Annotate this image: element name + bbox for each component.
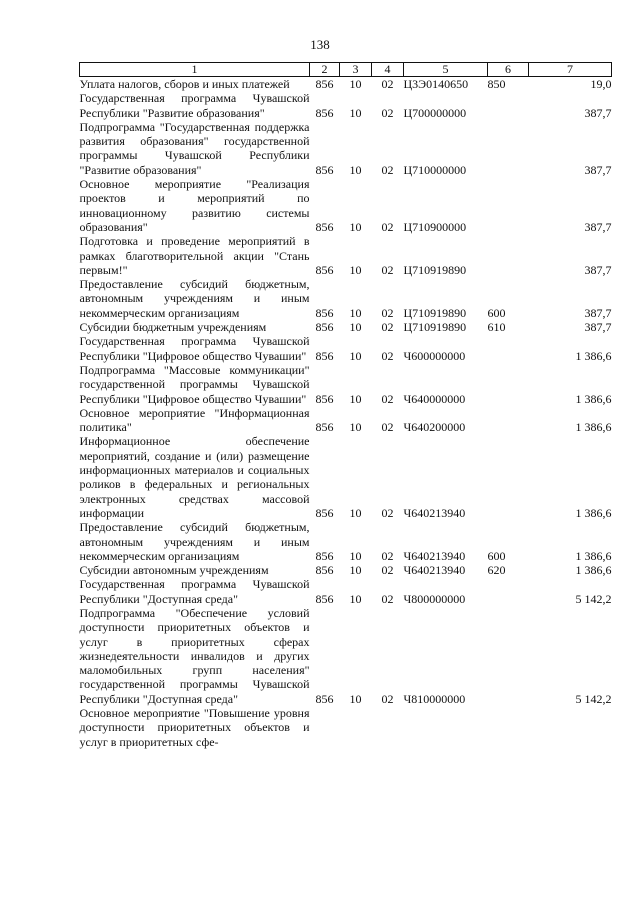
row-name: Подготовка и проведение мероприятий в рамках благотворительной акции "Стань первым!"	[79, 234, 310, 277]
header-col-7: 7	[529, 63, 612, 77]
row-name: Подпрограмма "Государственная поддержка развития образования" государственной программы Чувашской Республики "Развитие образования"	[79, 119, 310, 177]
header-col-1: 1	[80, 63, 310, 77]
header-col-6: 6	[488, 63, 529, 77]
header-col-5: 5	[404, 63, 488, 77]
row-expense-type-code	[488, 334, 529, 363]
table-row	[80, 234, 612, 277]
row-name: Уплата налогов, сборов и иных платежей	[79, 77, 290, 91]
table-row	[80, 606, 612, 706]
row-subsection-code: 02	[381, 591, 394, 606]
row-expense-type-code: 600	[487, 548, 506, 563]
budget-table	[79, 62, 612, 749]
row-expense-type-code	[488, 234, 529, 277]
row-target-article-code: Ч800000000	[403, 591, 466, 606]
row-section-code: 10	[349, 348, 362, 363]
row-ministry-code: 856	[315, 563, 334, 578]
row-ministry-code: 856	[315, 320, 334, 335]
table-row	[80, 406, 612, 435]
row-target-article-code	[404, 706, 488, 749]
row-subsection-code: 02	[381, 105, 394, 120]
row-amount: 1 386,6	[575, 391, 612, 406]
row-section-code: 10	[349, 548, 362, 563]
row-target-article-code: Ч600000000	[403, 348, 466, 363]
row-amount: 387,7	[584, 219, 612, 234]
row-subsection-code: 02	[381, 563, 394, 578]
row-section-code	[340, 706, 372, 749]
row-section-code: 10	[349, 391, 362, 406]
row-target-article-code: Ч640000000	[403, 391, 466, 406]
row-section-code: 10	[349, 563, 362, 578]
row-expense-type-code	[488, 606, 529, 706]
row-subsection-code	[372, 706, 404, 749]
row-target-article-code: Ч640213940	[403, 563, 466, 578]
row-target-article-code: Ч640200000	[403, 420, 466, 435]
row-section-code: 10	[349, 420, 362, 435]
row-subsection-code: 02	[381, 348, 394, 363]
row-amount: 19,0	[590, 77, 612, 91]
row-expense-type-code: 600	[487, 305, 506, 320]
row-amount: 1 386,6	[575, 505, 612, 520]
header-col-2: 2	[310, 63, 340, 77]
table-row	[80, 120, 612, 177]
table-row	[80, 320, 612, 334]
row-target-article-code: Ц710900000	[403, 219, 467, 234]
row-name: Предоставление субсидий бюджетным, автономным учреждениям и иным некоммерческим организациям	[79, 520, 310, 563]
row-name: Государственная программа Чувашской Республики "Доступная среда"	[79, 577, 310, 606]
row-section-code: 10	[349, 305, 362, 320]
row-name: Государственная программа Чувашской Республики "Развитие образования"	[79, 91, 310, 120]
row-expense-type-code: 610	[487, 320, 506, 335]
row-section-code: 10	[349, 162, 362, 177]
row-expense-type-code	[488, 406, 529, 435]
row-name: Информационное обеспечение мероприятий, создание и (или) размещение информационных материалов и социальных роликов в федеральных и региональных электронных средствах массовой информации	[79, 434, 310, 520]
row-section-code: 10	[349, 320, 362, 335]
header-col-3: 3	[340, 63, 372, 77]
row-subsection-code: 02	[381, 162, 394, 177]
row-expense-type-code	[488, 91, 529, 120]
row-amount: 5 142,2	[575, 591, 612, 606]
row-section-code: 10	[349, 219, 362, 234]
row-expense-type-code	[488, 706, 529, 749]
row-name: Субсидии бюджетным учреждениям	[79, 320, 267, 335]
row-target-article-code: Ч810000000	[403, 691, 466, 706]
row-name: Предоставление субсидий бюджетным, автономным учреждениям и иным некоммерческим организациям	[79, 277, 310, 320]
row-subsection-code: 02	[381, 505, 394, 520]
row-target-article-code: Ц710919890	[403, 320, 467, 335]
row-section-code: 10	[349, 262, 362, 277]
table-row	[80, 177, 612, 234]
header-col-4: 4	[372, 63, 404, 77]
table-row	[80, 434, 612, 520]
row-expense-type-code: 850	[487, 77, 506, 91]
row-amount	[529, 706, 612, 749]
row-name: Основное мероприятие "Повышение уровня доступности приоритетных объектов и услуг в приоритетных сфе-	[79, 706, 310, 749]
table-row	[80, 706, 612, 749]
row-amount: 387,7	[584, 162, 612, 177]
row-ministry-code: 856	[315, 219, 334, 234]
row-ministry-code: 856	[315, 548, 334, 563]
row-amount: 5 142,2	[575, 691, 612, 706]
row-subsection-code: 02	[381, 548, 394, 563]
header-row	[80, 63, 612, 77]
row-section-code: 10	[349, 691, 362, 706]
row-section-code: 10	[349, 77, 362, 91]
row-expense-type-code	[488, 434, 529, 520]
row-subsection-code: 02	[381, 320, 394, 335]
row-amount: 387,7	[584, 262, 612, 277]
row-expense-type-code	[488, 177, 529, 234]
row-subsection-code: 02	[381, 305, 394, 320]
row-target-article-code: Ц710000000	[403, 162, 467, 177]
row-expense-type-code	[488, 577, 529, 606]
row-target-article-code: Ц710919890	[403, 305, 467, 320]
row-section-code: 10	[349, 591, 362, 606]
row-ministry-code: 856	[315, 420, 334, 435]
table-row	[80, 91, 612, 120]
row-name: Подпрограмма "Обеспечение условий доступности приоритетных объектов и услуг в приоритетных сферах жизнедеятельности инвалидов и других маломобильных групп населения" государственной программы Чувашской Республики "Доступная среда"	[79, 605, 310, 706]
row-name: Основное мероприятие "Реализация проектов и мероприятий по инновационному развитию системы образования"	[79, 177, 310, 234]
row-ministry-code: 856	[315, 305, 334, 320]
row-ministry-code: 856	[315, 105, 334, 120]
table-row	[80, 563, 612, 577]
row-target-article-code: Ц3Э0140650	[403, 77, 469, 91]
row-name: Подпрограмма "Массовые коммуникации" государственной программы Чувашской Республики "Цифровое общество Чувашии"	[79, 362, 310, 406]
row-ministry-code: 856	[315, 162, 334, 177]
row-amount: 1 386,6	[575, 563, 612, 578]
row-expense-type-code: 620	[487, 563, 506, 578]
row-section-code: 10	[349, 105, 362, 120]
row-subsection-code: 02	[381, 262, 394, 277]
row-subsection-code: 02	[381, 691, 394, 706]
row-amount: 387,7	[584, 320, 612, 335]
row-amount: 1 386,6	[575, 348, 612, 363]
row-section-code: 10	[349, 505, 362, 520]
row-ministry-code: 856	[315, 262, 334, 277]
row-target-article-code: Ц710919890	[403, 262, 467, 277]
page-number: 138	[310, 37, 330, 52]
row-name: Основное мероприятие "Информационная политика"	[79, 405, 310, 435]
row-name: Государственная программа Чувашской Республики "Цифровое общество Чувашии"	[79, 334, 310, 363]
row-ministry-code: 856	[315, 348, 334, 363]
table-row	[80, 363, 612, 406]
row-amount: 1 386,6	[575, 420, 612, 435]
row-name: Субсидии автономным учреждениям	[79, 563, 269, 578]
row-target-article-code: Ч640213940	[403, 505, 466, 520]
row-ministry-code: 856	[315, 691, 334, 706]
row-ministry-code: 856	[315, 591, 334, 606]
row-expense-type-code	[488, 120, 529, 177]
table-row	[80, 277, 612, 320]
row-subsection-code: 02	[381, 420, 394, 435]
row-amount: 387,7	[584, 305, 612, 320]
row-target-article-code: Ч640213940	[403, 548, 466, 563]
row-subsection-code: 02	[381, 77, 394, 91]
row-ministry-code	[310, 706, 340, 749]
table-row	[80, 334, 612, 363]
row-amount: 387,7	[584, 105, 612, 120]
row-ministry-code: 856	[315, 391, 334, 406]
table-row	[80, 520, 612, 563]
table-row	[80, 577, 612, 606]
row-subsection-code: 02	[381, 219, 394, 234]
row-expense-type-code	[488, 363, 529, 406]
row-target-article-code: Ц700000000	[403, 105, 467, 120]
row-subsection-code: 02	[381, 391, 394, 406]
row-ministry-code: 856	[315, 505, 334, 520]
row-ministry-code: 856	[315, 77, 334, 91]
row-amount: 1 386,6	[575, 548, 612, 563]
table-row	[80, 77, 612, 92]
